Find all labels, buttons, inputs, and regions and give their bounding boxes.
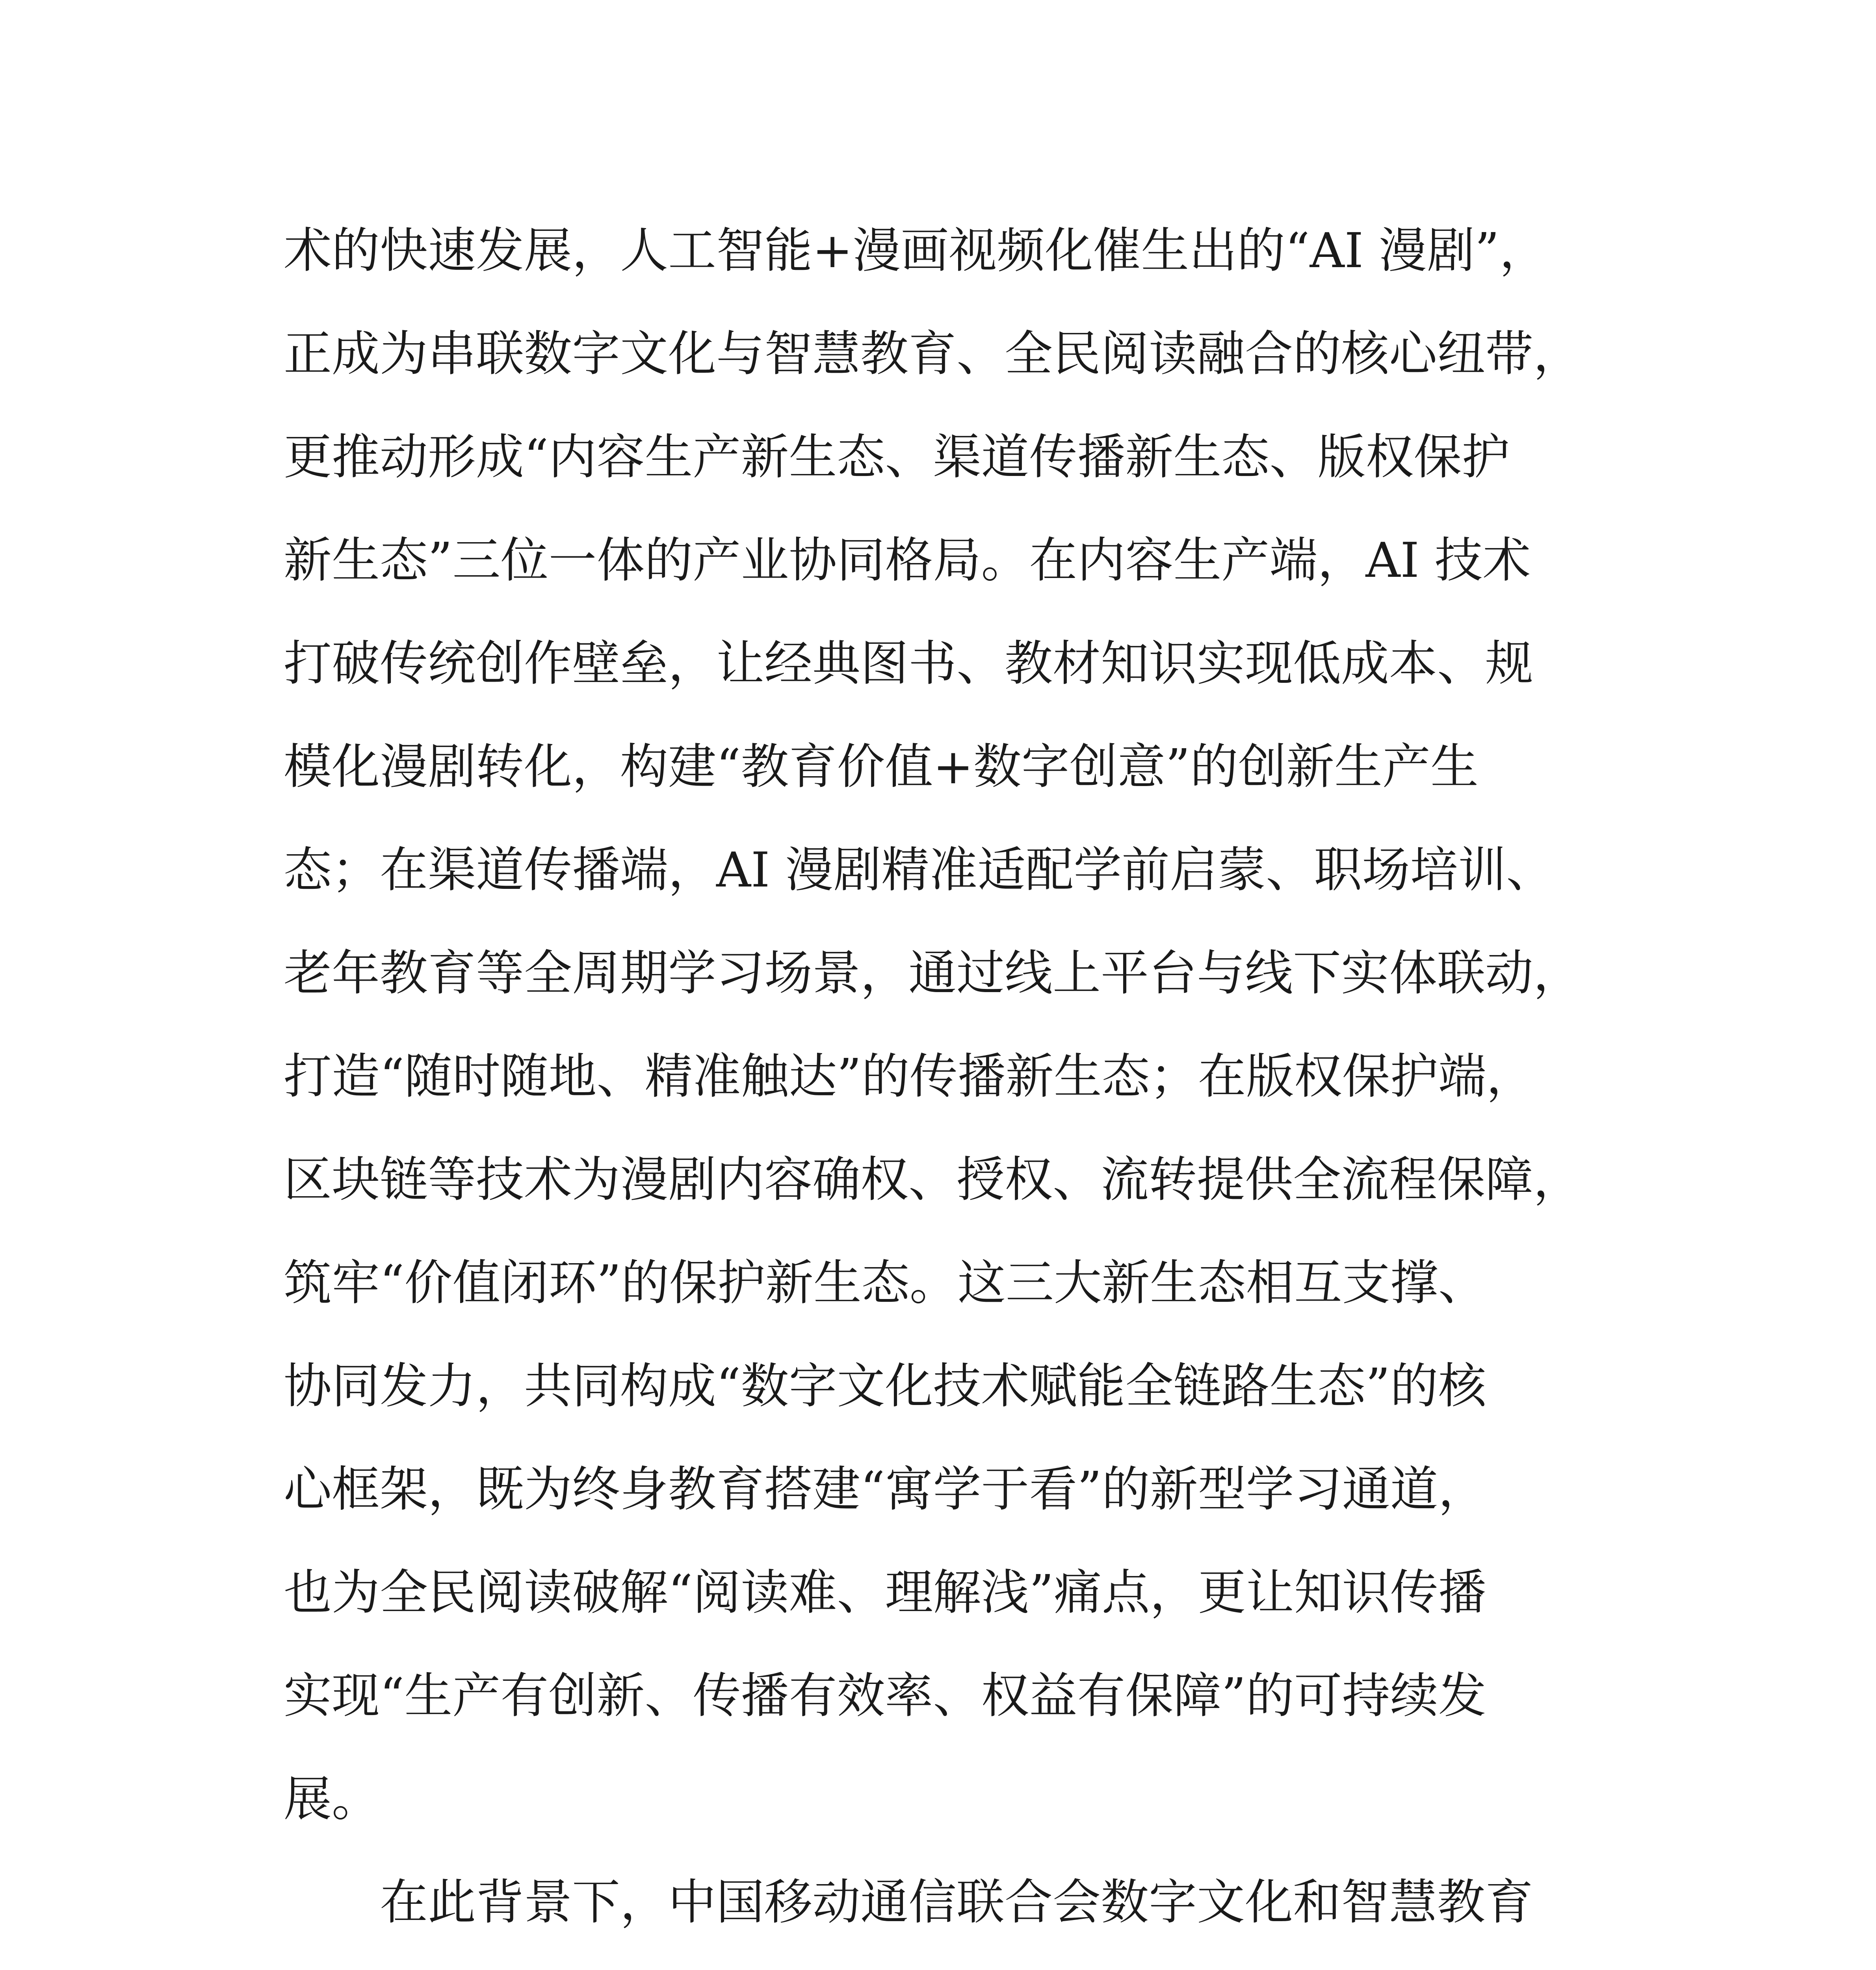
text-line: 新生态”三位一体的产业协同格局。在内容生产端，AI 技术 bbox=[284, 532, 1531, 588]
text-line: 筑牢“价值闭环”的保护新生态。这三大新生态相互支撑、 bbox=[284, 1255, 1486, 1311]
text-line: 态；在渠道传播端，AI 漫剧精准适配学前启蒙、职场培训、 bbox=[284, 842, 1555, 898]
paragraph-first-line: 在此背景下，中国移动通信联合会数字文化和智慧教育 bbox=[380, 1874, 1533, 1930]
text-line: 更推动形成“内容生产新生态、渠道传播新生态、版权保护 bbox=[284, 429, 1510, 485]
text-line: 实现“生产有创新、传播有效率、权益有保障”的可持续发 bbox=[284, 1668, 1486, 1724]
text-line: 也为全民阅读破解“阅读难、理解浅”痛点，更让知识传播 bbox=[284, 1565, 1486, 1621]
text-line: 展。 bbox=[284, 1771, 380, 1827]
text-line: 打造“随时随地、精准触达”的传播新生态；在版权保护端， bbox=[284, 1048, 1534, 1104]
text-line: 术的快速发展，人工智能+漫画视频化催生出的“AI 漫剧”， bbox=[284, 223, 1548, 279]
text-line: 模化漫剧转化，构建“教育价值+数字创意”的创新生产生 bbox=[284, 739, 1479, 795]
text-line: 协同发力，共同构成“数字文化技术赋能全链路生态”的核 bbox=[284, 1358, 1486, 1414]
text-line: 正成为串联数字文化与智慧教育、全民阅读融合的核心纽带， bbox=[284, 326, 1581, 382]
text-line: 老年教育等全周期学习场景，通过线上平台与线下实体联动， bbox=[284, 945, 1581, 1001]
text-line: 区块链等技术为漫剧内容确权、授权、流转提供全流程保障， bbox=[284, 1152, 1581, 1208]
text-line: 心框架，既为终身教育搭建“寓学于看”的新型学习通道， bbox=[284, 1461, 1486, 1517]
text-line: 打破传统创作壁垒，让经典图书、教材知识实现低成本、规 bbox=[284, 636, 1533, 691]
